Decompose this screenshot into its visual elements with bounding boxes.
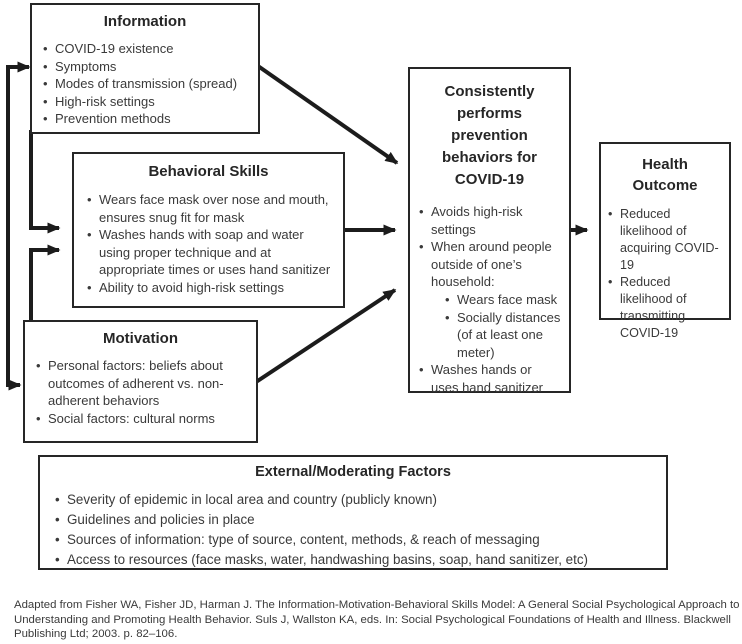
arrow-information-to-behavior — [258, 66, 397, 163]
information-box — [30, 3, 260, 134]
list-item: • High-risk settings — [42, 93, 248, 111]
health-outcome-box — [599, 142, 731, 340]
list-item: • Reduced likelihood of acquiring COVID-19 — [607, 206, 723, 274]
behavioral-skills-box — [72, 152, 345, 308]
health-outcome-list — [607, 206, 723, 342]
list-item: • Wears face mask over nose and mouth, ensures snug fit for mask — [86, 191, 331, 226]
list-item: • Severity of epidemic in local area and country (publicly known) — [54, 490, 652, 510]
arrow-motivation-to-behavioral-skills — [31, 250, 59, 324]
list-item: • COVID-19 existence — [42, 40, 248, 58]
external-factors-title: External/Moderating Factors — [255, 464, 451, 480]
information-list — [42, 40, 248, 128]
list-item: • Social factors: cultural norms — [35, 410, 246, 428]
behavioral-skills-title: Behavioral Skills — [148, 163, 269, 180]
external-moderating-factors-box — [38, 455, 668, 570]
list-item-text: When around people outside of one’s household: — [431, 239, 552, 290]
sub-list-item: • Wears face mask — [444, 291, 561, 309]
motivation-box — [23, 320, 258, 443]
list-item: • Personal factors: beliefs about outcomes of adherent vs. non-adherent behaviors — [35, 357, 246, 410]
behavior-list — [418, 203, 561, 397]
list-item: • Reduced likelihood of transmitting COVID-19 — [607, 274, 723, 342]
behavior-box — [408, 67, 571, 393]
external-factors-list — [54, 490, 652, 570]
health-outcome-title: Health Outcome — [632, 156, 698, 194]
list-item: • Washes hands or uses hand sanitizer — [418, 361, 561, 396]
list-item: • Avoids high-risk settings — [418, 203, 561, 238]
list-item: • Modes of transmission (spread) — [42, 75, 248, 93]
list-item: • Sources of information: type of source, content, methods, & reach of messaging — [54, 530, 652, 550]
list-item: • Ability to avoid high-risk settings — [86, 279, 331, 297]
behavior-title: Consistently performs prevention behaviors for COVID-19 — [441, 83, 538, 188]
list-item — [418, 238, 561, 361]
behavioral-skills-list — [86, 191, 331, 297]
arrow-information-to-behavioral-skills — [31, 130, 59, 228]
motivation-list — [35, 357, 246, 427]
list-item: • Prevention methods — [42, 110, 248, 128]
list-item: • Symptoms — [42, 58, 248, 76]
list-item: • Guidelines and policies in place — [54, 510, 652, 530]
source-citation: Adapted from Fisher WA, Fisher JD, Harman J. The Information-Motivation-Behavioral Skills Model: A General Social Psychological Approach to Understanding and Promoting Health Behavior. Suls J, Wallston KA, eds. In: Social Psychological Foundations of Health and Illness. Blackwell Publishing Ltd; 2003. p. 82–106. — [14, 599, 740, 641]
list-item: • Washes hands with soap and water using proper technique and at appropriate times or uses hand sanitizer — [86, 226, 331, 279]
list-item: • Access to resources (face masks, water, handwashing basins, soap, hand sanitizer, etc) — [54, 550, 652, 570]
motivation-title: Motivation — [103, 330, 178, 347]
behavior-sublist — [444, 291, 561, 361]
sub-list-item: • Socially distances (of at least one meter) — [444, 309, 561, 362]
information-title: Information — [103, 13, 187, 30]
